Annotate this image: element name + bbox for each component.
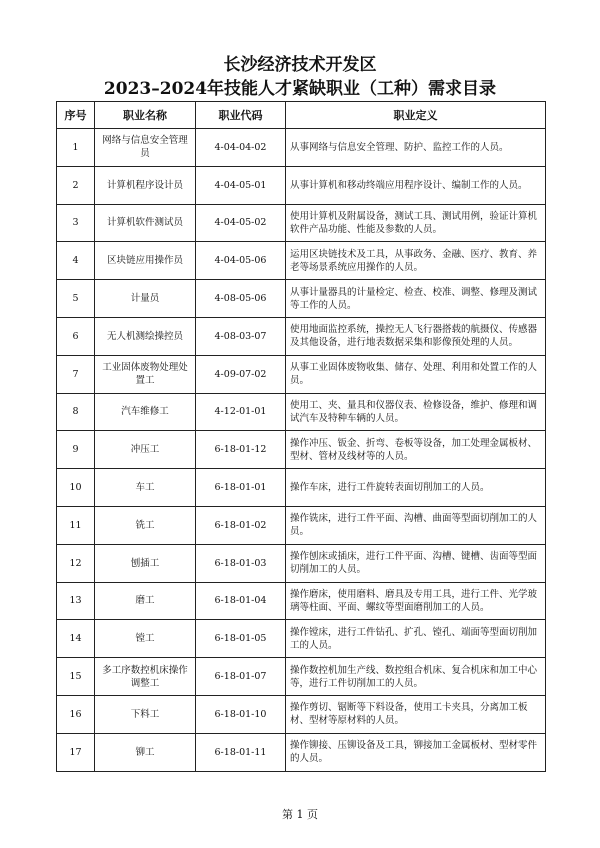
occupation-definition: 使用计算机及附属设备，测试工具、测试用例，验证计算机软件产品功能、性能及参数的人员。 xyxy=(286,204,546,242)
table-row xyxy=(57,733,546,771)
occupation-definition: 从事工业固体废物收集、储存、处理、利用和处置工作的人员。 xyxy=(286,355,546,393)
occupation-definition: 操作铣床，进行工件平面、沟槽、曲面等型面切削加工的人员。 xyxy=(286,506,546,544)
row-number: 8 xyxy=(57,393,95,431)
row-number: 16 xyxy=(57,695,95,733)
occupation-name: 车工 xyxy=(95,469,196,507)
header-occupation-name: 职业名称 xyxy=(95,102,196,129)
occupation-code: 6-18-01-02 xyxy=(196,506,286,544)
occupation-code: 6-18-01-10 xyxy=(196,695,286,733)
occupation-definition: 从事计量器具的计量检定、检查、校准、调整、修理及测试等工作的人员。 xyxy=(286,280,546,318)
occupation-name: 汽车维修工 xyxy=(95,393,196,431)
row-number: 9 xyxy=(57,431,95,469)
table-row xyxy=(57,393,546,431)
header-number: 序号 xyxy=(57,102,95,129)
row-number: 15 xyxy=(57,658,95,696)
table-row xyxy=(57,620,546,658)
row-number: 5 xyxy=(57,280,95,318)
occupation-code: 4-04-05-06 xyxy=(196,242,286,280)
occupation-name: 计算机程序设计员 xyxy=(95,166,196,204)
occupation-definition: 操作镗床，进行工件钻孔、扩孔、镗孔、端面等型面切削加工的人员。 xyxy=(286,620,546,658)
table-row xyxy=(57,506,546,544)
occupation-name: 区块链应用操作员 xyxy=(95,242,196,280)
row-number: 11 xyxy=(57,506,95,544)
row-number: 10 xyxy=(57,469,95,507)
table-row xyxy=(57,280,546,318)
table-row xyxy=(57,431,546,469)
occupation-name: 多工序数控机床操作调整工 xyxy=(95,658,196,696)
row-number: 2 xyxy=(57,166,95,204)
occupation-definition: 操作车床，进行工件旋转表面切削加工的人员。 xyxy=(286,469,546,507)
row-number: 4 xyxy=(57,242,95,280)
occupation-code: 4-09-07-02 xyxy=(196,355,286,393)
row-number: 13 xyxy=(57,582,95,620)
occupation-code: 4-04-05-02 xyxy=(196,204,286,242)
header-occupation-code: 职业代码 xyxy=(196,102,286,129)
row-number: 17 xyxy=(57,733,95,771)
occupation-name: 无人机测绘操控员 xyxy=(95,317,196,355)
occupation-code: 4-08-05-06 xyxy=(196,280,286,318)
table-row xyxy=(57,582,546,620)
occupation-name: 计算机软件测试员 xyxy=(95,204,196,242)
occupation-definition: 操作铆接、压铆设备及工具，铆接加工金属板材、型材零件的人员。 xyxy=(286,733,546,771)
occupation-name: 计量员 xyxy=(95,280,196,318)
table-row xyxy=(57,658,546,696)
occupation-definition: 使用工、夹、量具和仪器仪表、检修设备，维护、修理和调试汽车及特种车辆的人员。 xyxy=(286,393,546,431)
occupation-code: 4-04-04-02 xyxy=(196,129,286,167)
occupation-definition: 操作冲压、钣金、折弯、卷板等设备，加工处理金属板材、型材、管材及线材等的人员。 xyxy=(286,431,546,469)
document-title: 长沙经济技术开发区 xyxy=(223,55,377,75)
occupation-code: 6-18-01-07 xyxy=(196,658,286,696)
occupation-name: 镗工 xyxy=(95,620,196,658)
occupation-definition: 操作数控机加生产线、数控组合机床、复合机床和加工中心等，进行工件切削加工的人员。 xyxy=(286,658,546,696)
occupation-definition: 运用区块链技术及工具，从事政务、金融、医疗、教育、养老等场景系统应用操作的人员。 xyxy=(286,242,546,280)
occupation-code: 4-08-03-07 xyxy=(196,317,286,355)
occupation-name: 刨插工 xyxy=(95,544,196,582)
occupation-definition: 操作剪切、锯断等下料设备，使用工卡夹具，分离加工板材、型材等原材料的人员。 xyxy=(286,695,546,733)
table-row xyxy=(57,242,546,280)
occupation-name: 铆工 xyxy=(95,733,196,771)
page-number: 第 1 页 xyxy=(282,808,318,821)
row-number: 6 xyxy=(57,317,95,355)
table-row xyxy=(57,317,546,355)
occupation-name: 网络与信息安全管理员 xyxy=(95,129,196,167)
document-subtitle: 2023–2024年技能人才紧缺职业（工种）需求目录 xyxy=(103,79,497,99)
occupation-definition: 操作刨床或插床，进行工件平面、沟槽、键槽、齿面等型面切削加工的人员。 xyxy=(286,544,546,582)
occupation-code: 6-18-01-03 xyxy=(196,544,286,582)
row-number: 1 xyxy=(57,129,95,167)
occupation-code: 6-18-01-04 xyxy=(196,582,286,620)
occupation-name: 下料工 xyxy=(95,695,196,733)
occupation-table xyxy=(56,101,546,772)
occupation-name: 铣工 xyxy=(95,506,196,544)
table-row xyxy=(57,355,546,393)
row-number: 12 xyxy=(57,544,95,582)
header-occupation-definition: 职业定义 xyxy=(286,102,546,129)
occupation-definition: 使用地面监控系统，操控无人飞行器搭载的航摄仪、传感器及其他设备，进行地表数据采集和影像预处理的人员。 xyxy=(286,317,546,355)
occupation-code: 6-18-01-01 xyxy=(196,469,286,507)
row-number: 3 xyxy=(57,204,95,242)
occupation-definition: 从事网络与信息安全管理、防护、监控工作的人员。 xyxy=(286,129,546,167)
occupation-name: 磨工 xyxy=(95,582,196,620)
table-row xyxy=(57,129,546,167)
occupation-code: 6-18-01-11 xyxy=(196,733,286,771)
table-row xyxy=(57,695,546,733)
occupation-name: 冲压工 xyxy=(95,431,196,469)
occupation-code: 6-18-01-05 xyxy=(196,620,286,658)
table-header-row xyxy=(57,102,546,129)
occupation-definition: 操作磨床，使用磨料、磨具及专用工具，进行工件、光学玻璃等柱面、平面、螺纹等型面磨削加工的人员。 xyxy=(286,582,546,620)
row-number: 7 xyxy=(57,355,95,393)
table-row xyxy=(57,204,546,242)
row-number: 14 xyxy=(57,620,95,658)
table-row xyxy=(57,544,546,582)
occupation-name: 工业固体废物处理处置工 xyxy=(95,355,196,393)
table-row xyxy=(57,166,546,204)
occupation-code: 4-12-01-01 xyxy=(196,393,286,431)
occupation-definition: 从事计算机和移动终端应用程序设计、编制工作的人员。 xyxy=(286,166,546,204)
occupation-code: 4-04-05-01 xyxy=(196,166,286,204)
table-row xyxy=(57,469,546,507)
occupation-code: 6-18-01-12 xyxy=(196,431,286,469)
